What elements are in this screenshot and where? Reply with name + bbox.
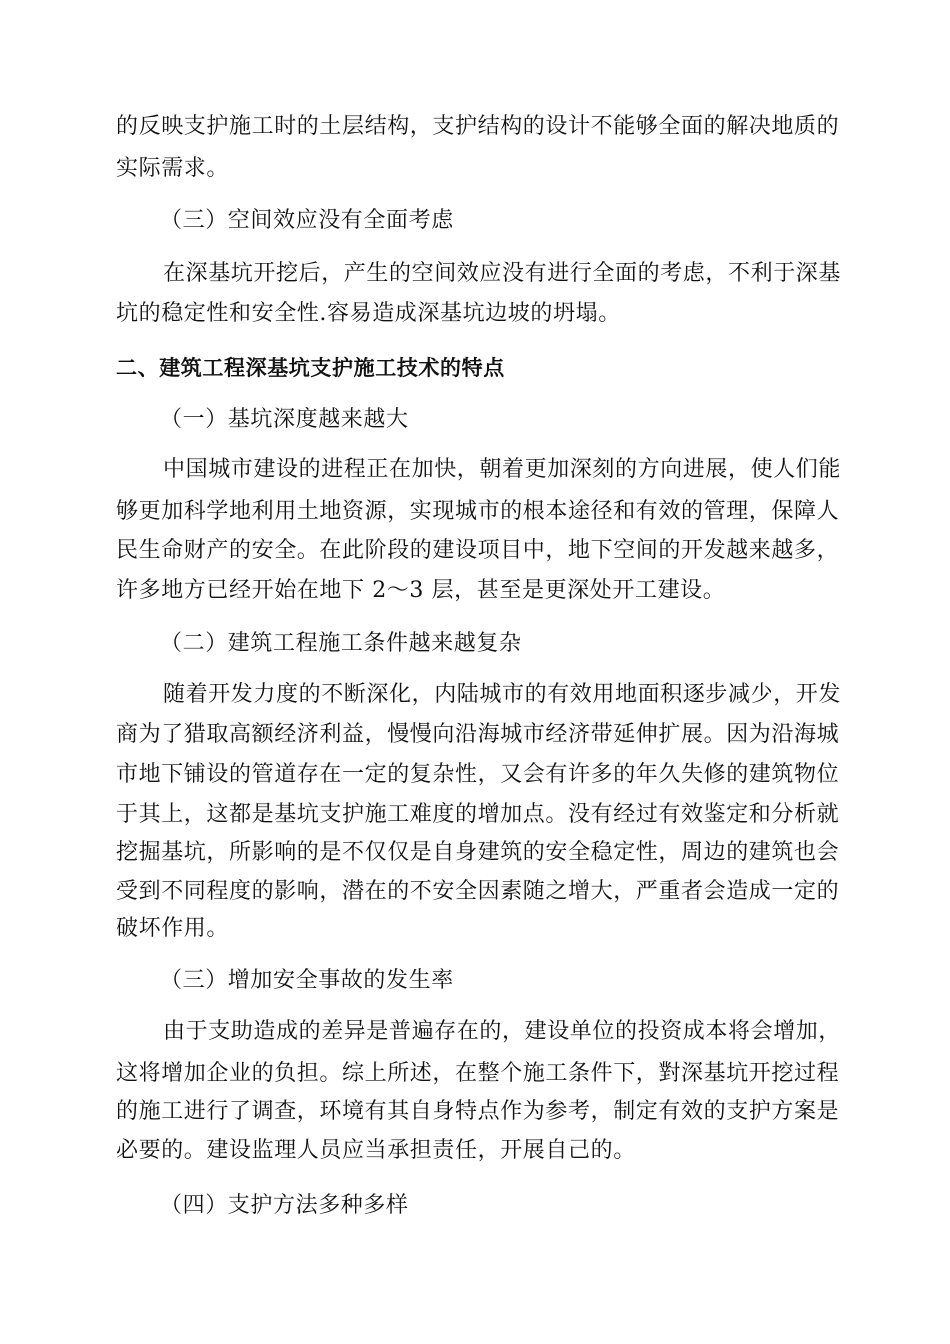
paragraph-line: 市地下铺设的管道存在一定的复杂性，又会有许多的年久失修的建筑物位 bbox=[116, 762, 840, 787]
paragraph-line: 中国城市建设的进程正在加快，朝着更加深刻的方向进展，使人们能 bbox=[163, 457, 842, 482]
paragraph-line: 许多地方已经开始在地下 2～3 层，甚至是更深处开工建设。 bbox=[116, 578, 726, 603]
paragraph-line: 够更加科学地利用土地资源，实现城市的根本途径和有效的管理，保障人 bbox=[116, 499, 840, 524]
paragraph-line: 随着开发力度的不断深化，内陆城市的有效用地面积逐步减少，开发 bbox=[163, 682, 842, 707]
sub-heading: （三）增加安全事故的发生率 bbox=[160, 968, 454, 993]
paragraph-line: 民生命财产的安全。在此阶段的建设项目中，地下空间的开发越来越多， bbox=[116, 538, 840, 563]
paragraph-line: 商为了猎取高额经济利益，慢慢向沿海城市经济带延伸扩展。因为沿海城 bbox=[116, 722, 840, 747]
paragraph-line: 的施工进行了调查，环境有其自身特点作为参考，制定有效的支护方案是 bbox=[116, 1099, 840, 1124]
sub-heading: （三）空间效应没有全面考虑 bbox=[160, 208, 454, 233]
paragraph-line: 的反映支护施工时的土层结构，支护结构的设计不能够全面的解决地质的 bbox=[116, 114, 840, 139]
paragraph-line: 实际需求。 bbox=[116, 156, 230, 181]
paragraph-line: 受到不同程度的影响，潜在的不安全因素随之增大，严重者会造成一定的 bbox=[116, 879, 840, 904]
sub-heading: （一）基坑深度越来越大 bbox=[160, 407, 409, 432]
paragraph-line: 破坏作用。 bbox=[116, 916, 230, 941]
paragraph-line: 坑的稳定性和安全性.容易造成深基坑边坡的坍塌。 bbox=[116, 301, 621, 326]
section-heading: 二、建筑工程深基坑支护施工技术的特点 bbox=[116, 356, 505, 380]
paragraph-line: 在深基坑开挖后，产生的空间效应没有进行全面的考虑，不利于深基 bbox=[163, 261, 842, 286]
paragraph-line: 挖掘基坑，所影响的是不仅仅是自身建筑的安全稳定性，周边的建筑也会 bbox=[116, 840, 840, 865]
paragraph-line: 必要的。建设监理人员应当承担责任，开展自己的。 bbox=[116, 1138, 636, 1163]
paragraph-line: 由于支助造成的差异是普遍存在的，建设单位的投资成本将会增加， bbox=[163, 1019, 842, 1044]
sub-heading: （四）支护方法多种多样 bbox=[160, 1193, 409, 1218]
paragraph-line: 这将增加企业的负担。综上所述，在整个施工条件下，對深基坑开挖过程 bbox=[116, 1061, 840, 1086]
sub-heading: （二）建筑工程施工条件越来越复杂 bbox=[160, 631, 522, 656]
paragraph-line: 于其上，这都是基坑支护施工难度的增加点。没有经过有效鉴定和分析就 bbox=[116, 802, 840, 827]
